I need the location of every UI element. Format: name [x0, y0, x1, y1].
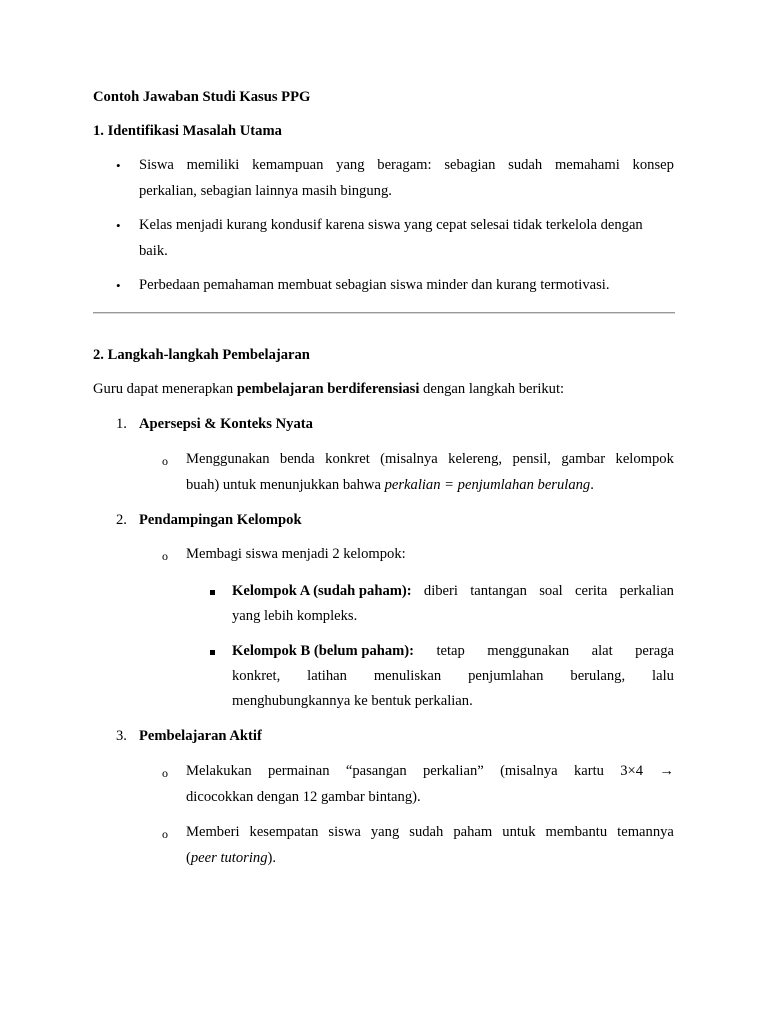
word: membantu [545, 824, 608, 840]
list-item-continuation: (peer tutoring). [186, 850, 277, 866]
word: cerita [575, 583, 608, 599]
word: untuk [502, 824, 536, 840]
word: alat [591, 643, 613, 659]
square-bullet-marker [210, 582, 215, 600]
step-title: Apersepsi & Konteks Nyata [139, 416, 313, 432]
word: diberi [423, 583, 458, 599]
document-title: Contoh Jawaban Studi Kasus PPG [93, 89, 311, 105]
circle-marker: o [162, 827, 168, 841]
list-item [186, 762, 674, 780]
list-item-continuation: dicocokkan dengan 12 gambar bintang). [186, 789, 421, 805]
list-item [232, 582, 674, 600]
square-bullet-marker [210, 642, 215, 660]
list-item-continuation [232, 667, 674, 685]
word: tantangan [470, 583, 527, 599]
list-item [232, 642, 674, 660]
word: beragam: [377, 157, 432, 173]
step-number: 3. [116, 728, 127, 744]
word: Melakukan [186, 763, 252, 779]
word: kelereng, [448, 451, 503, 467]
word: (misalnya [380, 451, 438, 467]
horizontal-divider [93, 312, 675, 314]
word: perkalian” [422, 763, 484, 779]
section-2-heading: 2. Langkah-langkah Pembelajaran [93, 347, 310, 363]
word: Menggunakan [186, 451, 270, 467]
word: peraga [635, 643, 674, 659]
list-item-continuation: yang lebih kompleks. [232, 608, 358, 624]
list-item [186, 823, 674, 841]
list-item: Perbedaan pemahaman membuat sebagian siswa minder dan kurang termotivasi. [139, 277, 610, 293]
word: kemampuan [252, 157, 324, 173]
bullet-marker: • [116, 158, 121, 173]
word: sudah [409, 824, 444, 840]
bullet-marker: • [116, 278, 121, 293]
step-number: 1. [116, 416, 127, 432]
section-2-intro: Guru dapat menerapkan pembelajaran berdiferensiasi dengan langkah berikut: [93, 381, 565, 397]
list-item-continuation: buah) untuk menunjukkan bahwa perkalian = penjumlahan berulang. [186, 477, 594, 493]
word: siswa [328, 824, 361, 840]
circle-marker: o [162, 549, 168, 563]
list-item [139, 156, 674, 174]
list-item: Kelas menjadi kurang kondusif karena siswa yang cepat selesai tidak terkelola dengan [139, 217, 643, 233]
word: soal [539, 583, 563, 599]
word: (misalnya [500, 763, 558, 779]
circle-marker: o [162, 766, 168, 780]
word: permainan [267, 763, 330, 779]
word: sebagian [444, 157, 496, 173]
bold-label: Kelompok A (sudah paham): [232, 583, 412, 599]
list-item [186, 450, 674, 468]
word: menggunakan [487, 643, 570, 659]
word: yang [370, 824, 400, 840]
word: lalu [652, 668, 674, 684]
word: paham [453, 824, 493, 840]
word: kelompok [615, 451, 674, 467]
word: latihan [307, 668, 347, 684]
word: yang [336, 157, 365, 173]
word: kesempatan [249, 824, 319, 840]
word: gambar [561, 451, 606, 467]
step-number: 2. [116, 512, 127, 528]
word: konsep [632, 157, 674, 173]
word: kartu [573, 763, 604, 779]
word: 3×4 [620, 763, 644, 779]
word: Memberi [186, 824, 240, 840]
word: “pasangan [345, 763, 407, 779]
word: perkalian [619, 583, 674, 599]
step-title: Pembelajaran Aktif [139, 728, 262, 744]
list-item: Membagi siswa menjadi 2 kelompok: [186, 546, 406, 562]
word: benda [279, 451, 315, 467]
word: penjumlahan [468, 668, 544, 684]
word: Siswa [139, 157, 174, 173]
circle-marker: o [162, 454, 168, 468]
list-item-continuation: baik. [139, 243, 168, 259]
step-title: Pendampingan Kelompok [139, 512, 302, 528]
section-1-heading: 1. Identifikasi Masalah Utama [93, 123, 282, 139]
bullet-marker: • [116, 218, 121, 233]
word: berulang, [570, 668, 626, 684]
word: menuliskan [373, 668, 442, 684]
word: pensil, [512, 451, 551, 467]
list-item-continuation: menghubungkannya ke bentuk perkalian. [232, 693, 473, 709]
word: → [659, 763, 674, 779]
word: konkret [325, 451, 370, 467]
word: memiliki [186, 157, 240, 173]
word: tetap [436, 643, 465, 659]
word: sudah [508, 157, 543, 173]
bold-label: Kelompok B (belum paham): [232, 643, 415, 659]
word: memahami [554, 157, 620, 173]
list-item-continuation: perkalian, sebagian lainnya masih bingung. [139, 183, 392, 199]
word: temannya [617, 824, 674, 840]
word: konkret, [232, 668, 281, 684]
